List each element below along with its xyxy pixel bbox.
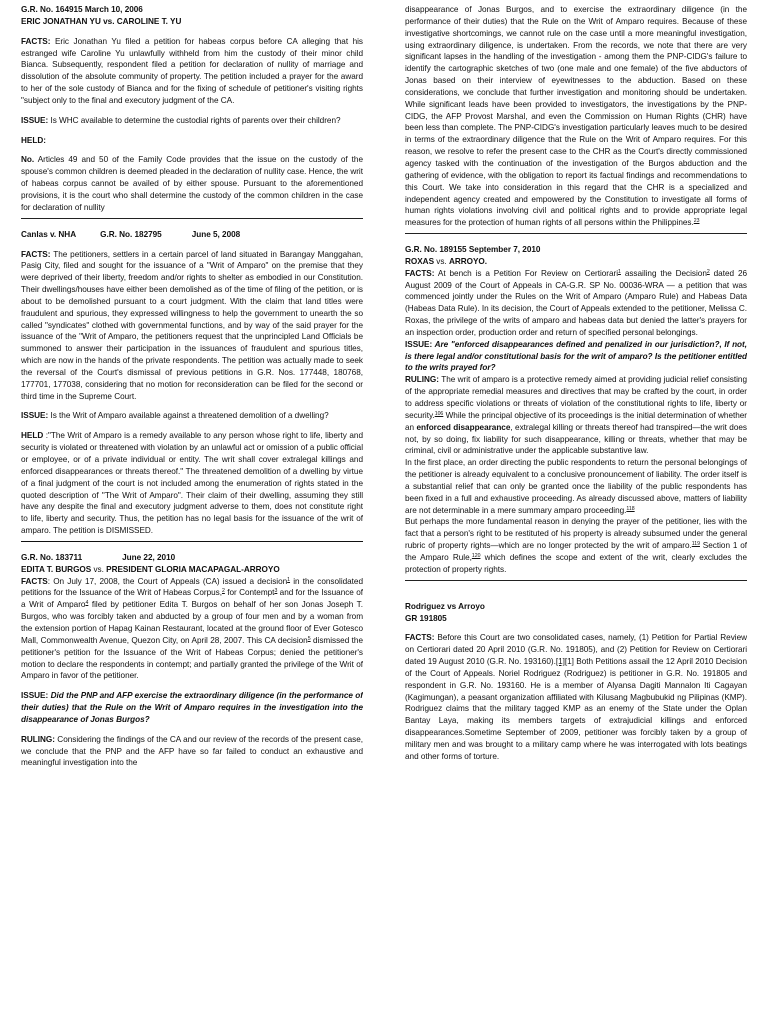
case-gr-roxas: G.R. No. 189155 September 7, 2010 xyxy=(405,245,541,255)
footnote-ref[interactable]: 106 xyxy=(434,410,444,417)
case-title-roxas: ROXAS vs. ARROYO. xyxy=(405,256,488,266)
footnote-ref[interactable]: 2 xyxy=(706,268,710,275)
left-column xyxy=(21,4,363,769)
roxas-paragraph-2: In the first place, an order directing the public respondents to return the personal belongings of the petitioner is already equivalent to a conclusive pronouncement of liability. The order itself is a substantial relief that can only be granted once the liability of the public respondents has been fixed in a full and exhaustive proceeding. As already discussed above, matters of liability are not determinable in a mere summary amparo proceeding.$^{118}$ xyxy=(405,458,747,515)
footnote-ref[interactable]: 5 xyxy=(307,635,311,642)
case-gr-rodriguez: GR 191805 xyxy=(405,613,447,623)
yu-issue: ISSUE: Is WHC available to determine the custodial rights of parents over their children? xyxy=(21,115,341,125)
divider xyxy=(405,580,747,581)
canlas-issue: ISSUE: Is the Writ of Amparo available against a threatened demolition of a dwelling? xyxy=(21,411,329,421)
right-column xyxy=(405,4,747,763)
roxas-ruling: RULING: The writ of amparo is a protective remedy aimed at providing judicial relief consisting of the appropriate remedial measures and directives that may be crafted by the court, in order to address specific violations or threats of violation of the constitutional rights to life, liberty or security.$^{106}$ While the principal objective of its proceedings is the initial determination of whether an enforced disappearance, extralegal killing or threats thereof had transpired—the writ does not, by so doing, fix liability for such disappearance, killing or threats, whether that may be criminal, civil or administrative under the applicable substantive law. xyxy=(405,375,747,456)
yu-held-heading: HELD: xyxy=(21,135,46,145)
rodriguez-facts: FACTS: Before this Court are two consolidated cases, namely, (1) Petition for Partial Review on Certiorari dated 20 April 2010 (G.R. No. 191805), and (2) Petition for Review on Certiorari dated 19 August 2010 (G.R. No. 193160).[1][1] Both Petitions assail the 12 April 2010 Decision of the Court of Appeals. Noriel Rodriguez (Rodriguez) is petitioner in G.R. No. 191805 and respondent in G.R. No. 193160. He is a member of Alyansa Dagiti Mannalon Iti Cagayan (Kagimungan), a peasant organization affiliated with Kilusang Magbubukid ng Pilipinas (KMP). Rodriguez claims that the military tagged KMP as an enemy of the State under the Oplan Bantay Laya, making its members targets of extrajudicial killings and enforced disappearances.Sometime September of 2009, petitioner was forcibly taken by a group of military men and was brought to a military camp where he was interrogated with lots beatings and other forms of torture. xyxy=(405,633,747,761)
yu-facts: FACTS: Eric Jonathan Yu filed a petition for habeas corpus before CA alleging that his estranged wife Caroline Yu unlawfully withheld from him the custody of their minor child Bianca. Subsequently, respondent filed a petition for declaration of nullity of marriage and dissolution of the absolute community of property. The petition included a prayer for the award to her of the sole custody of Bianca and for the fixing of schedule of petitioner's visiting rights "subject only to the final and executory judgment of the CA. xyxy=(21,36,363,105)
footnote-ref[interactable]: 2 xyxy=(221,588,225,595)
footnote-ref[interactable]: 1 xyxy=(287,576,291,583)
footnote-ref[interactable]: 118 xyxy=(626,505,635,512)
footnote-ref[interactable]: 23 xyxy=(693,218,700,225)
roxas-facts: FACTS: At bench is a Petition For Review on Certiorari$^1$ assailing the Decision$^2$ dated 26 August 2009 of the Court of Appeals in CA-G.R. SP No. 00036-WRA — a petition that was commenced jointly under the Rules on the Writ of Amparo (Amparo Rule) and Habeas Data (Habeas Data Rule). In its decision, the Court of Appeals extended to the petitioner, Melissa C. Roxas, the privilege of the writs of amparo and habeas data but denied the latter's prayers for an inspection order, production order and return of specified personal belongings. xyxy=(405,268,747,337)
case-title-yu: ERIC JONATHAN YU vs. CAROLINE T. YU xyxy=(21,16,182,26)
footnote-ref[interactable]: 3 xyxy=(274,588,278,595)
canlas-facts: FACTS: The petitioners, settlers in a certain parcel of land situated in Barangay Manggahan, Pasig City, filed and sought for the issuance of a "Writ of Amparo" on the premise that they were deprived of their liberty, freedom and/or rights to shelter as embodied in our Constitution. Their dwellings/houses have either been demolished as of the time of filing of the petition, or is about to be demolished pursuant to a court judgment. With the claim that land titles were fraudulent and spurious, they expressed willingness to help the government to unearth the so called "syndicates" clothed with governmental functions, and by way of the said prayer for the issuance of the "Writ of Amparo, the petitioners request that the unprincipled Land Officials be summoned to answer their participation in the issuances of fraudulent and spurious titles, which are now in the hands of the private respondents. The petition was actually made to seek the reversal of the Court's dismissal of previous petitions in G.R. Nos. 177448, 180768, 177701, 177038, considering that no motion for reconsideration can be filed for the second or third time in the Supreme Court. xyxy=(21,249,363,401)
case-gr-yu: G.R. No. 164915 March 10, 2006 xyxy=(21,5,143,14)
footnote-ref[interactable]: 1 xyxy=(618,268,621,275)
footnote-link[interactable]: [1] xyxy=(555,657,565,667)
burgos-facts: FACTS: On July 17, 2008, the Court of Appeals (CA) issued a decision$^1$ in the consolidated petitions for the Issuance of the Writ of Habeas Corpus,$^2$ for Contempt$^3$ and for the Issuance of a Writ of Amparo$^4$ filed by petitioner Edita T. Burgos on behalf of her son Jonas Joseph T. Burgos, who was forcibly taken and abducted by a group of four men and by a woman from the extension portion of Hapag Kainan Restaurant, located at the ground floor of Ever Gotesco Mall, Commonwealth Avenue, Quezon City, on April 28, 2007. This CA decision$^5$ dismissed the petitioner's petition for the Issuance of the Writ of Habeas Corpus; denied the petitioner's motion to declare the respondents in contempt; and partially granted the privilege of the Writ of Amparo in favor of the petitioner. xyxy=(21,576,363,681)
case-heading-canlas: Canlas v. NHA G.R. No. 182795 June 5, 2008 xyxy=(21,229,241,239)
footnote-link[interactable]: [1] xyxy=(564,657,574,667)
burgos-issue: ISSUE: Did the PNP and AFP exercise the extraordinary diligence (in the performance of their duties) that the Rule on the Writ of Amparo requires in the investigation into the disappearance of Jonas Burgos? xyxy=(21,691,363,724)
case-gr-burgos: G.R. No. 183711 June 22, 2010 xyxy=(21,552,176,562)
divider xyxy=(405,233,747,234)
yu-held: No. Articles 49 and 50 of the Family Code provides that the issue on the custody of the spouse's common children is deemed pleaded in the declaration of nullity case. Hence, the writ of habeas corpus cannot be availed of by either spouse. Pursuant to the aforementioned provisions, it is the court who shall determine the custody of the common children in the case for declaration of nullity xyxy=(21,155,363,212)
roxas-paragraph-3: But perhaps the more fundamental reason in denying the prayer of the petitioner, lies with the fact that a person's right to be restituted of his property is already subsumed under the general rubric of property rights—which are no longer protected by the writ of amparo.$^{119}$ Section 1 of the Amparo Rule,$^{120}$ which defines the scope and extent of the writ, clearly excludes the protection of property rights. xyxy=(405,517,747,574)
roxas-issue: ISSUE: Are "enforced disappearances defined and penalized in our jurisdiction?, If not, is there legal and/or constitutional basis for the writ of amparo? Is the petitioner entitled to the writs prayed for? xyxy=(405,339,747,373)
burgos-ruling-continued: disappearance of Jonas Burgos, and to exercise the extraordinary diligence (in the performance of their duties) that the Rule on the Writ of Amparo requires. Because of these investigative shortcomings, we cannot rule on the case until a more meaningful investigation, using extraordinary diligence, is undertaken. From the records, we note that there are very significant lapses in the handling of the investigation - among them the PNP-CIDG's failure to identify the cartographic sketches of two (one male and one female) of the five abductors of Jonas based on their interview of eyewitnesses to the abduction. Based on these considerations, we conclude that further investigation and monitoring should be undertaken. While significant leads have been provided to investigators, the investigations by the PNP-CIDG, the AFP Provost Marshal, and even the Commission on Human Rights (CHR) have been less than complete. The PNP-CIDG's investigation particularly leaves much to be desired in terms of the extraordinary diligence that the Rule on the Writ of Amparo requires. For this reason, we resolve to refer the present case to the CHR as the Court's directly commissioned agency tasked with the continuation of the investigation of the Burgos abduction and the gathering of evidence, with the obligation to report its factual findings and recommendations to this Court. We take into consideration in this regard that the CHR is a specialized and independent agency created and empowered by the Constitution to investigate all forms of human rights violations involving civil and political rights and to provide appropriate legal measures for the protection of human rights of all persons within the Philippines.$^{23}$ xyxy=(405,5,747,228)
burgos-ruling: RULING: Considering the findings of the CA and our review of the records of the present case, we conclude that the PNP and the AFP have so far failed to conduct an exhaustive and meaningful investigation into the xyxy=(21,734,363,768)
case-title-rodriguez: Rodriguez vs Arroyo xyxy=(405,601,485,611)
canlas-held: HELD :"The Writ of Amparo is a remedy available to any person whose right to life, liberty and security is violated or threatened with violation by an unlawful act or omission of a public official or employee, or of a private individual or entity. The writ shall cover extralegal killings and enforced disappearances or threats thereof." The threatened demolition of a dwelling by virtue of a final judgment of the court is not included among the enumeration of rights stated in the quoted description of "The Writ of Amparo". Their claim of their dwelling, assuming they still have any despite the final and executory judgment adverse to them, does not constitute right to life, liberty and security. Thus, the petition has no legal basis for the issuance of the writ of amparo. The petition is DISMISSED. xyxy=(21,431,363,536)
divider xyxy=(21,218,363,219)
footnote-ref[interactable]: 119 xyxy=(691,541,700,548)
footnote-ref[interactable]: 120 xyxy=(471,552,481,559)
divider xyxy=(21,541,363,542)
case-title-burgos: EDITA T. BURGOS vs. PRESIDENT GLORIA MACAPAGAL-ARROYO xyxy=(21,564,280,574)
footnote-ref[interactable]: 4 xyxy=(85,600,89,607)
